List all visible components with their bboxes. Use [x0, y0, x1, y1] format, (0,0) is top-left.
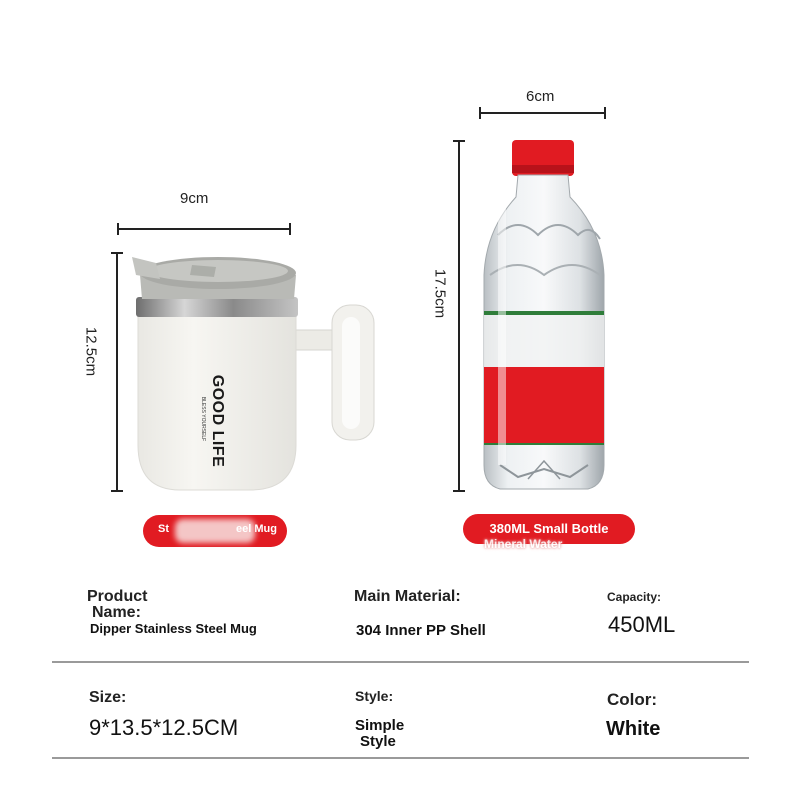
bottle-caption-line1: 380ML Small Bottle	[489, 521, 609, 536]
bottle-width-dimension-line	[480, 112, 605, 114]
style-value-line2: Style	[360, 733, 396, 750]
mug-caption-right: eel Mug	[236, 523, 277, 535]
style-value-line1: Simple	[355, 717, 405, 734]
mug-image	[120, 245, 390, 500]
bottle-caption-line2: Mineral Water	[484, 537, 563, 551]
capacity-label: Capacity:	[607, 590, 662, 604]
mug-width-dimension-line	[118, 228, 290, 230]
mug-caption-left: St	[158, 523, 169, 535]
mug-tagline-text: BLESS YOURSELF	[200, 396, 206, 442]
bottle-image	[478, 135, 613, 497]
product-name-label-line1: Product	[87, 588, 148, 605]
bottle-height-dimension-line	[458, 141, 460, 491]
color-value: White	[606, 718, 661, 740]
mug-width-label: 9cm	[180, 190, 209, 207]
mug-height-dimension-line	[116, 253, 118, 491]
main-material-label: Main Material:	[354, 588, 461, 605]
main-material-value: 304 Inner PP Shell	[356, 622, 486, 639]
product-name-value: Dipper Stainless Steel Mug	[90, 621, 257, 636]
mug-height-label: 12.5cm	[82, 326, 100, 377]
bottle-height-label: 17.5cm	[431, 268, 449, 319]
style-label: Style:	[355, 688, 394, 704]
capacity-value: 450ML	[608, 612, 676, 637]
table-divider-top	[52, 661, 749, 663]
size-label: Size:	[89, 689, 127, 706]
mug-caption-pill	[143, 515, 287, 547]
product-name-label-line2: Name:	[92, 604, 141, 621]
size-value: 9*13.5*12.5CM	[89, 715, 239, 740]
color-label: Color:	[607, 690, 658, 709]
mug-brand-text: GOOD LIFE	[209, 374, 226, 468]
bottle-width-label: 6cm	[526, 88, 555, 105]
table-divider-bottom	[52, 757, 749, 759]
